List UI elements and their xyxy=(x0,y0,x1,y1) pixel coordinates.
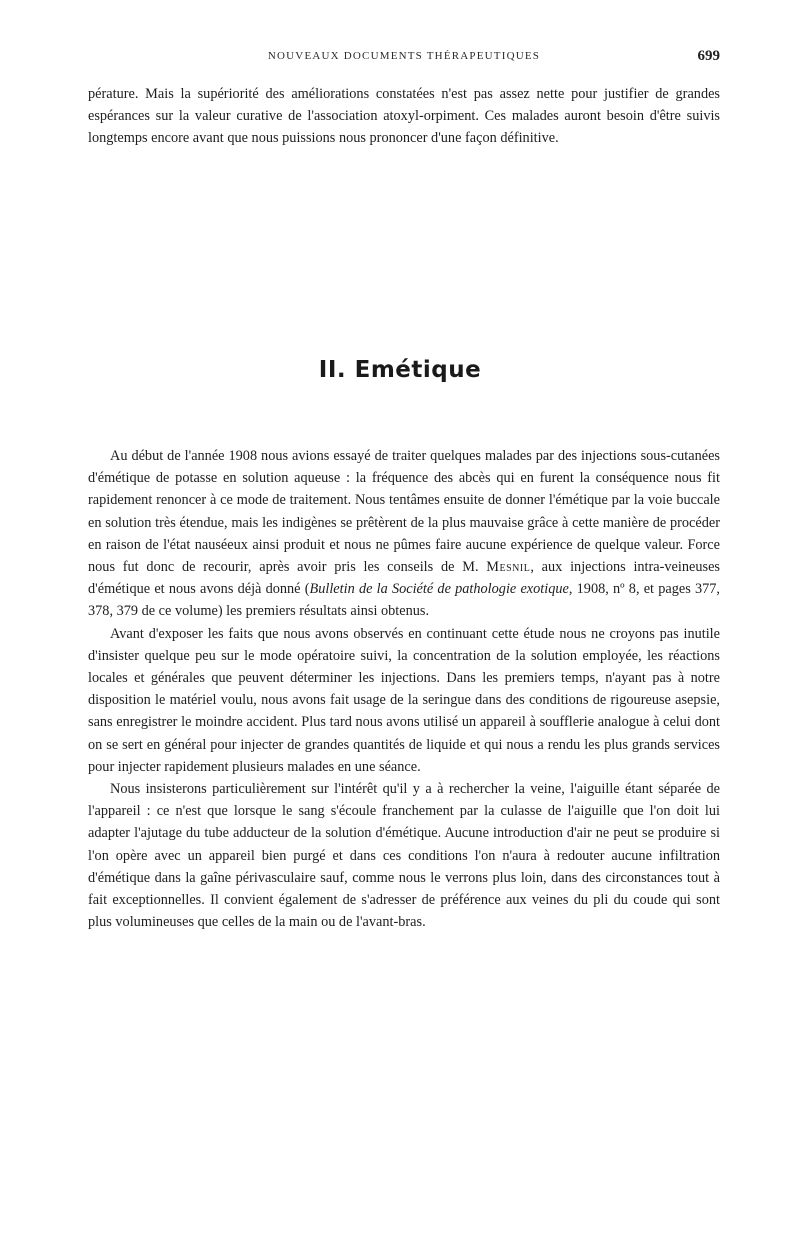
paragraph-1-text-c: , 1908, nº 8, et pages 377, 378, 379 de ce volume) les premiers résultats ainsi obtenus. xyxy=(88,581,720,620)
paragraph-2: Avant d'exposer les faits que nous avons observés en continuant cette étude nous ne croyons pas inutile d'insister quelque peu sur le mode opératoire suivi, la concentration de la solution employée, les réactions locales et générales que peuvent déterminer les injections. Dans les premiers temps, n'ayant pas à notre disposition le matériel voulu, nous avons fait usage de la seringue dans des conditions de rigoureuse asepsie, sans enregistrer le moindre accident. Plus tard nous avons utilisé un appareil à soufflerie analogue à celui dont on se sert en général pour injecter de grandes quantités de liquide et qui nous a rendu les plus grands services pour injecter rapidement plusieurs malades en une séance. xyxy=(88,625,720,775)
main-text-block xyxy=(88,445,720,933)
citation-title: Bulletin de la Société de pathologie exotique xyxy=(309,581,569,598)
paragraph-1-text-b: , aux injections intra-veineuses d'émétique et nous avons déjà donné ( xyxy=(88,559,720,598)
paragraph-1-text-a: Au début de l'année 1908 nous avions essayé de traiter quelques malades par des injections sous-cutanées d'émétique de potasse en solution aqueuse : la fréquence des abcès qui en furent la conséquence nous fit rapidement renoncer à ce mode de traitement. Nous tentâmes ensuite de donner l'émétique par la voie buccale en solution très étendue, mais les indigènes se prêtèrent de la plus mauvaise grâce à cette manière de procéder en raison de l'état nauséeux ainsi produit et nous ne pûmes faire aucune expérience de quelque valeur. Force nous fut donc de recourir, après avoir pris les conseils de M. xyxy=(88,448,720,576)
paragraph-3: Nous insisterons particulièrement sur l'intérêt qu'il y a à rechercher la veine, l'aiguille étant séparée de l'appareil : ce n'est que lorsque le sang s'écoule franchement par la culasse de l'aiguille que l'on doit lui adapter l'ajutage du tube adducteur de la solution d'émétique. Aucune introduction d'air ne peut se produire si l'on opère avec un appareil bien purgé et dans ces conditions l'on n'aura à redouter aucune infiltration d'émétique dans la gaîne périvasculaire sauf, comme nous le verrons plus loin, dans des circonstances tout à fait exceptionnelles. Il convient également de s'adresser de préférence aux veines du pli du coude qui sont plus volumineuses que celles de la main ou de l'avant-bras. xyxy=(88,781,720,931)
running-header xyxy=(88,48,720,72)
author-name: Mesnil xyxy=(486,559,531,576)
intro-paragraph: pérature. Mais la supériorité des améliorations constatées n'est pas assez nette pour justifier de grandes espérances sur la valeur curative de l'association atoxyl-orpiment. Ces malades auront besoin d'être suivis longtemps encore avant que nous puissions nous prononcer d'une façon définitive. xyxy=(88,86,720,147)
paragraph-1 xyxy=(88,445,720,623)
section-heading: II. Emétique xyxy=(318,357,482,383)
intro-text-block xyxy=(88,83,720,150)
running-title: NOUVEAUX DOCUMENTS THÉRAPEUTIQUES xyxy=(267,50,541,62)
page-number: 699 xyxy=(697,48,720,64)
